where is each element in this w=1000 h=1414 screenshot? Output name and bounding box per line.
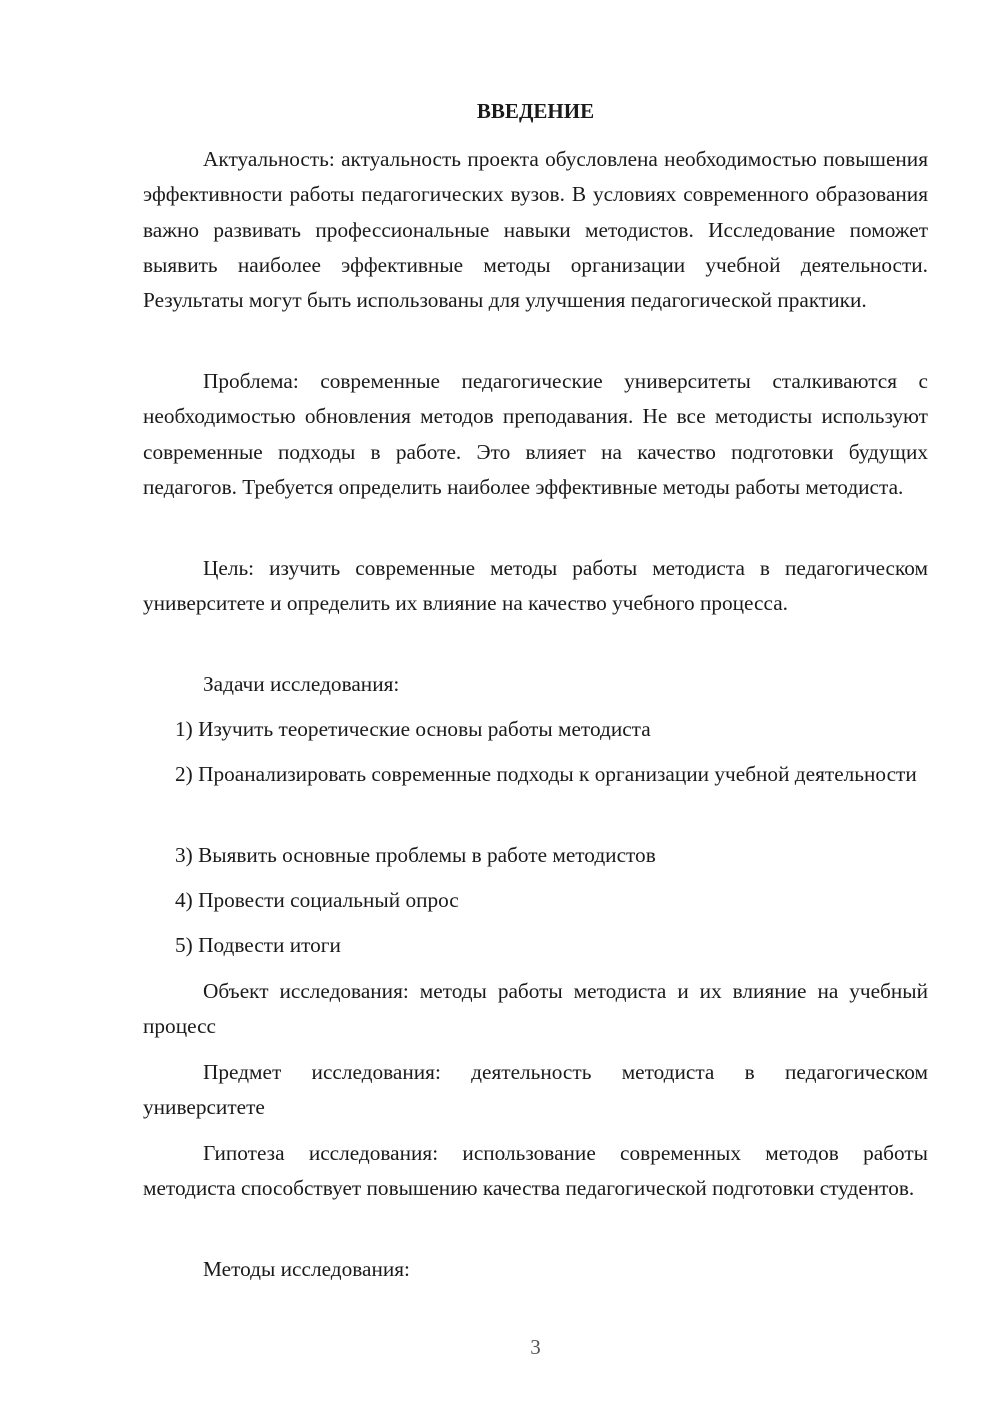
task-item-5: 5) Подвести итоги — [175, 933, 341, 957]
problem-paragraph: Проблема: современные педагогические университеты сталкиваются с необходимостью обновления методов преподавания. Не все методисты используют современные подходы в работе. Это влияет на качество подготовки будущих педагогов. Требуется определить наиболее эффективные методы работы методиста. — [143, 369, 928, 499]
page-number: 3 — [530, 1335, 541, 1359]
tasks-title: Задачи исследования: — [203, 672, 400, 696]
goal-paragraph: Цель: изучить современные методы работы методиста в педагогическом университете и определить их влияние на качество учебного процесса. — [143, 556, 928, 616]
task-item-4: 4) Провести социальный опрос — [175, 888, 459, 912]
methods-title: Методы исследования: — [203, 1257, 410, 1281]
object-paragraph: Объект исследования: методы работы методиста и их влияние на учебный процесс — [143, 979, 928, 1039]
section-heading: ВВЕДЕНИЕ — [476, 99, 595, 123]
task-item-3: 3) Выявить основные проблемы в работе методистов — [175, 843, 656, 867]
subject-paragraph: Предмет исследования: деятельность методиста в педагогическом университете — [143, 1060, 928, 1120]
hypothesis-paragraph: Гипотеза исследования: использование современных методов работы методиста способствует повышению качества педагогической подготовки студентов. — [143, 1141, 928, 1201]
document-page — [143, 0, 928, 1414]
task-item-2: 2) Проанализировать современные подходы к организации учебной деятельности — [175, 762, 917, 786]
task-item-1: 1) Изучить теоретические основы работы методиста — [175, 717, 651, 741]
relevance-paragraph: Актуальность: актуальность проекта обусловлена необходимостью повышения эффективности работы педагогических вузов. В условиях современного образования важно развивать профессиональные навыки методистов. Исследование поможет выявить наиболее эффективные методы организации учебной деятельности. Результаты могут быть использованы для улучшения педагогической практики. — [143, 147, 928, 313]
